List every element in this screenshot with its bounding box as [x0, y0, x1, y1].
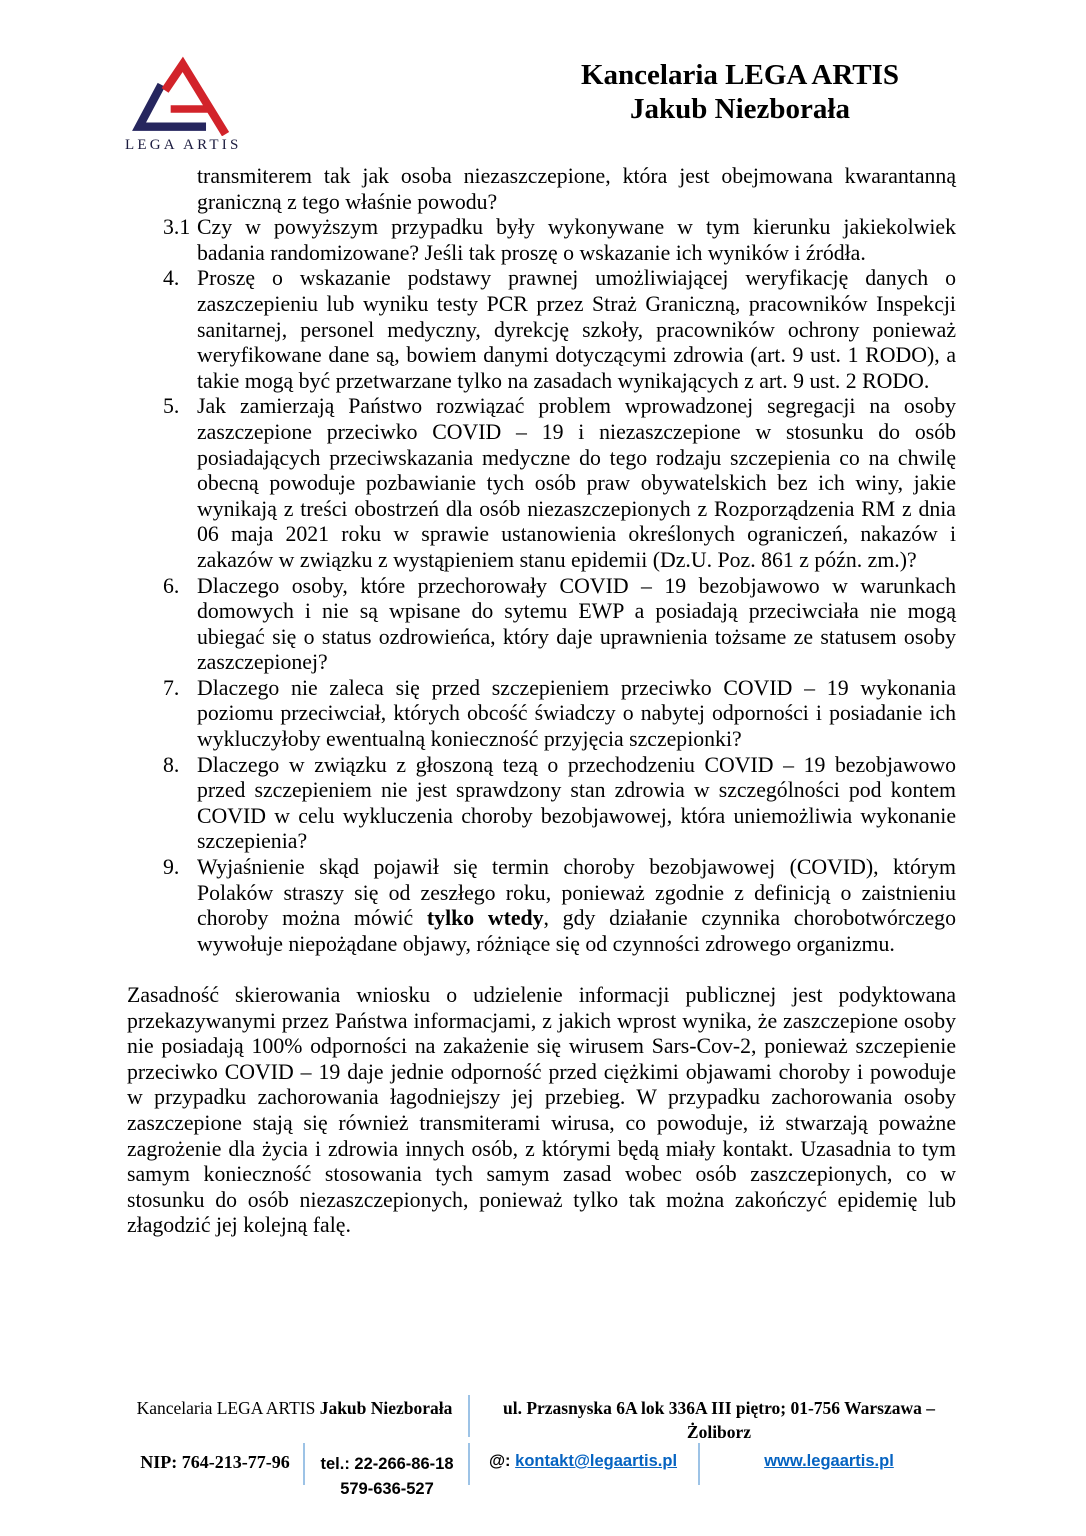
list-item-number: 6.	[163, 573, 180, 598]
list-item-number: 4.	[163, 266, 180, 291]
footer-website-cell	[700, 1452, 958, 1471]
list-item-text: Dlaczego osoby, które przechorowały COVID – 19 bezobjawowo w warunkach domowych i nie są wpisane do sytemu EWP a posiadają przeciwciała nie mogą ubiegać się o status ozdrowieńca, który daje uprawnienia tożsame ze statusem osoby zaszczepionej?	[197, 573, 956, 675]
footer-email-cell	[470, 1452, 696, 1471]
list-item-number: 3.1	[163, 215, 191, 240]
letterhead-title-line2: Jakub Niezborała	[630, 93, 850, 125]
list-item-6	[127, 574, 956, 676]
list-item-text: Jak zamierzają Państwo rozwiązać problem wprowadzonej segregacji na osoby zaszczepione przeciwko COVID – 19 i niezaszczepione w stosunku do osób posiadających przeciwskazania medyczne do tego rodzaju szczepienia co na chwilę obecną powoduje pozbawianie tych osób praw obywatelskich bez ich winy, jakie wynikają z treści obostrzeń dla osób niezaszczepionych z Rozporządzenia RM z dnia 06 maja 2021 roku w sprawie ustanowienia określonych ograniczeń, nakazów i zakazów w związku z wystąpieniem stanu epidemii (Dz.U. Poz. 861 z późn. zm.)?	[197, 394, 956, 572]
footer-divider	[468, 1443, 470, 1485]
footer-email-link[interactable]: kontakt@legaartis.pl	[515, 1452, 678, 1470]
list-item-text-bold: tylko wtedy	[426, 906, 544, 931]
list-item-3-1	[127, 215, 956, 266]
list-item-text: Czy w powyższym przypadku były wykonywane w tym kierunku jakiekolwiek badania randomizowane? Jeśli tak proszę o wskazanie ich wyników i źródła.	[197, 215, 956, 265]
list-item-number: 7.	[163, 675, 180, 700]
lega-artis-logo-text: LEGA ARTIS	[125, 137, 242, 153]
paragraph-continuation: transmiterem tak jak osoba niezaszczepione, która jest obejmowana kwarantanną graniczną z tego właśnie powodu?	[197, 164, 956, 214]
list-item-5	[127, 394, 956, 573]
footer-phone-line1: tel.: 22-266-86-18	[320, 1455, 454, 1473]
list-item-9	[127, 855, 956, 957]
list-item-text-pre: Wyjaśnienie skąd pojawił się termin choroby bezobjawowej (COVID), którym Polaków straszy się od zeszłego roku, ponieważ zgodnie z definicją o zaistnieniu choroby można mówić	[197, 855, 956, 931]
footer-divider	[303, 1443, 305, 1485]
list-item-7	[127, 676, 956, 753]
list-item-number: 5.	[163, 394, 180, 419]
footer-website-link[interactable]: www.legaartis.pl	[764, 1452, 894, 1470]
letterhead-title-line1: Kancelaria LEGA ARTIS	[580, 59, 900, 91]
letterhead-title	[520, 58, 960, 126]
list-item-4	[127, 266, 956, 394]
footer-divider	[468, 1395, 470, 1437]
footer-phone	[307, 1452, 467, 1502]
lega-artis-logo	[125, 56, 265, 154]
footer-phone-line2: 579-636-527	[340, 1480, 434, 1498]
list-item-text: Proszę o wskazanie podstawy prawnej umożliwiającej weryfikację danych o zaszczepieniu lub wyniku testy PCR przez Straż Graniczną, pracowników Inspekcji sanitarnej, personel medyczny, dyrekcję szkoły, pracowników ochrony ponieważ weryfikowane dane są, bowiem danymi dotyczącymi zdrowia (art. 9 ust. 1 RODO), a takie mogą być przetwarzane tylko na zasadach wynikających z art. 9 ust. 2 RODO.	[197, 266, 956, 393]
list-item-text	[197, 855, 956, 957]
footer-firm-name	[127, 1396, 462, 1420]
list-item-text: Dlaczego nie zaleca się przed szczepieniem przeciwko COVID – 19 wykonania poziomu przeciwciał, których obcość świadczy o nabytej odporności i posiadanie ich wykluczyłoby ewentualną konieczność przyjęcia szczepionki?	[197, 675, 956, 752]
footer-firm-bold: Jakub Niezborała	[319, 1398, 453, 1418]
letter-body	[127, 164, 956, 1239]
list-item-number: 8.	[163, 752, 180, 777]
list-item-8	[127, 753, 956, 855]
footer-firm-regular: Kancelaria LEGA ARTIS	[136, 1398, 320, 1418]
paragraph-closing: Zasadność skierowania wniosku o udzielenie informacji publicznej jest podyktowana przekazywanymi przez Państwa informacjami, z jakich wprost wynika, że zaszczepione osoby nie posiadają 100% odporności na zakażenie się wirusem Sars-Cov-2, ponieważ szczepienie przeciwko COVID – 19 daje jednie odporność przed ciężkimi objawami choroby i powoduje w przypadku zachorowania łagodniejszy jej przebieg. W przypadku zachorowania osoby zaszczepione stają się również transmiterami wirusa, co powoduje, iż stwarzają poważne zagrożenie dla życia i zdrowia innych osób, z którymi będą miały kontakt. Uzasadnia to tym samym konieczność stosowania tych samym zasad wobec osób zaszczepionych, co w stosunku do osób niezaszczepionych, ponieważ tylko tak można zakończyć epidemię lub złagodzić jej kolejną falę.	[127, 983, 956, 1238]
footer-divider	[698, 1443, 700, 1485]
footer-email-prefix: @:	[488, 1452, 516, 1470]
list-item-text-post: , gdy działanie czynnika chorobotwórczego wywołuje niepożądane objawy, różniące się od czynności zdrowego organizmu.	[197, 906, 956, 956]
lega-artis-logo-mark	[125, 56, 261, 136]
footer-nip: NIP: 764-213-77-96	[140, 1452, 290, 1472]
footer-address: ul. Przasnyska 6A lok 336A III piętro; 01-756 Warszawa – Żoliborz	[502, 1398, 936, 1442]
list-item-text: Dlaczego w związku z głoszoną tezą o przechodzeniu COVID – 19 bezobjawowo przed szczepieniem nie jest sprawdzony stan zdrowia w szczególności pod kontem COVID w celu wykluczenia choroby bezobjawowej, która uniemożliwia wykonanie szczepienia?	[197, 752, 956, 854]
list-item-number: 9.	[163, 855, 180, 880]
